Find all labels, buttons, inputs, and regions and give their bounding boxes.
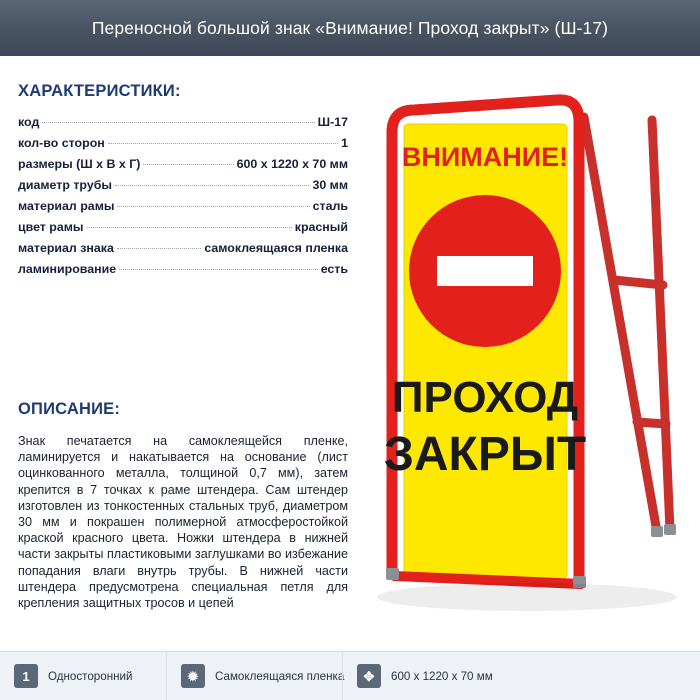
leader-dots (42, 122, 314, 123)
spec-label: диаметр трубы (18, 178, 112, 192)
sign-top-text: ВНИМАНИЕ! (401, 142, 569, 172)
spec-row (18, 115, 348, 129)
characteristics-section (18, 82, 348, 283)
description-section (18, 400, 348, 611)
footer-label-dimensions: 600 x 1220 x 70 мм (391, 669, 493, 683)
gear-icon: ✹ (181, 664, 205, 688)
spec-label: цвет рамы (18, 220, 84, 234)
footer-item-sides (0, 652, 166, 700)
spec-row (18, 157, 348, 171)
leader-dots (117, 248, 201, 249)
page-title: Переносной большой знак «Внимание! Проход закрыт» (Ш-17) (91, 17, 609, 38)
drop-shadow (377, 583, 677, 611)
sign-bottom-line1: ПРОХОД (391, 373, 579, 422)
spec-label: размеры (Ш х В х Г) (18, 157, 141, 171)
number-one-icon: 1 (14, 664, 38, 688)
spec-value: Ш-17 (317, 115, 348, 129)
spec-value: 30 мм (312, 178, 348, 192)
spec-label: материал рамы (18, 199, 115, 213)
product-illustration (352, 62, 688, 640)
leader-dots (119, 269, 318, 270)
leader-dots (143, 164, 233, 165)
spec-label: код (18, 115, 40, 129)
spec-value: 600 x 1220 x 70 мм (236, 157, 348, 171)
leader-dots (117, 206, 309, 207)
footer-item-dimensions (342, 652, 700, 700)
footer-label-sides: Односторонний (48, 669, 133, 683)
spec-row (18, 199, 348, 213)
spec-row (18, 178, 348, 192)
leader-dots (115, 185, 309, 186)
spec-row (18, 220, 348, 234)
footer-label-material: Самоклеящаяся пленка (215, 669, 345, 683)
characteristics-list (18, 115, 348, 276)
spec-label: материал знака (18, 241, 114, 255)
spec-label: ламинирование (18, 262, 117, 276)
no-entry-bar (437, 256, 533, 286)
spec-value: сталь (312, 199, 348, 213)
description-text: Знак печатается на самоклеящейся пленке, ламинируется и накатывается на основание (лист оцинкованного металла, толщиной 0,7 мм), затем крепится в 7 точках к раме штендера. Сам штендер изготовлен из тонкостенных стальных труб, диаметром 30 мм и покрашен полимерной атмосферостойкой краской красного цвета. Ножки штендера в нижней части закрыты пластиковыми заглушками во избежание попадания влаги внутрь трубы. В нижней части штендера предусмотрена специальная петля для крепления защитных тросов и цепей (18, 434, 348, 611)
a-frame-sign-svg (352, 62, 688, 640)
spec-row (18, 136, 348, 150)
spec-value: 1 (341, 136, 348, 150)
spec-value: самоклеящаяся пленка (204, 241, 348, 255)
leader-dots (108, 143, 338, 144)
dimensions-icon: ✥ (357, 664, 381, 688)
spec-label: кол-во сторон (18, 136, 105, 150)
page-header (0, 0, 700, 56)
characteristics-title: ХАРАКТЕРИСТИКИ: (18, 82, 181, 100)
footer-item-material (166, 652, 345, 700)
footer-bar (0, 651, 700, 700)
spec-row (18, 241, 348, 255)
spec-value: красный (294, 220, 348, 234)
leader-dots (87, 227, 292, 228)
sign-bottom-line2: ЗАКРЫТ (383, 428, 587, 481)
spec-value: есть (320, 262, 348, 276)
description-title: ОПИСАНИЕ: (18, 400, 121, 418)
spec-row (18, 262, 348, 276)
